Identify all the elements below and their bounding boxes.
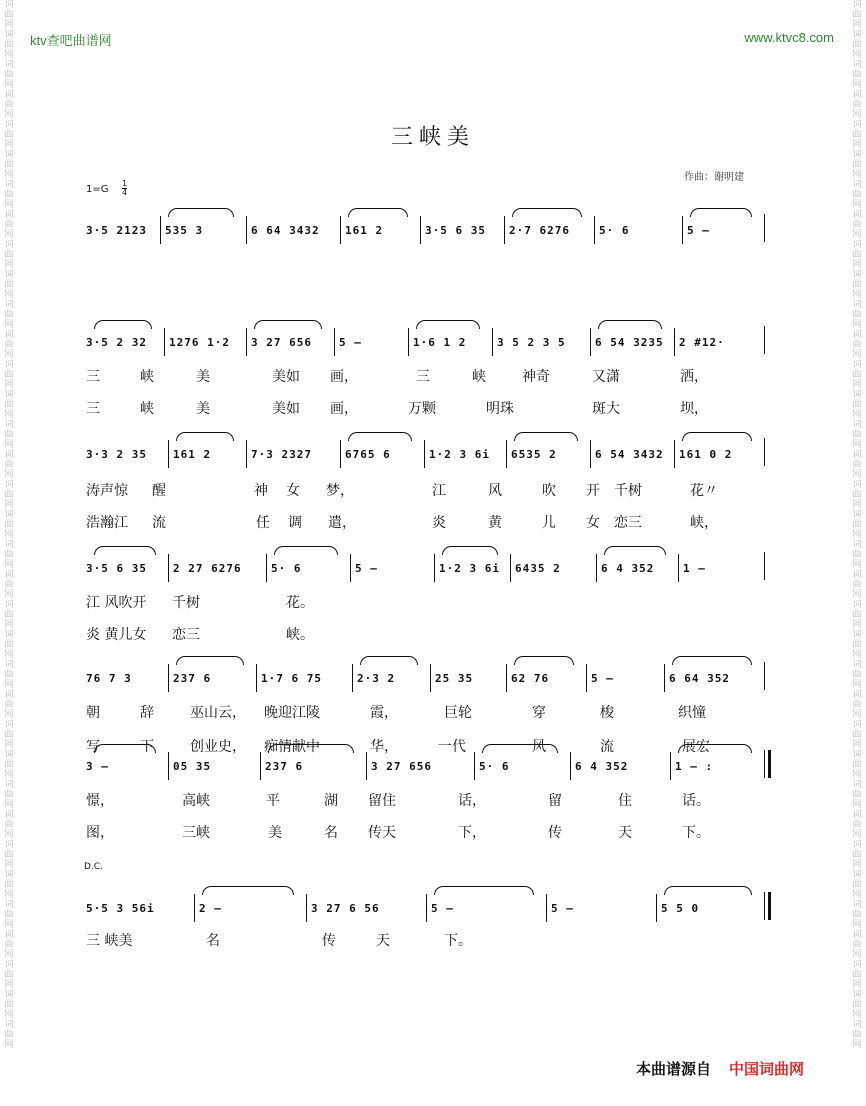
measure: 3 27 656 — [246, 332, 334, 352]
lyric-word: 湖 — [324, 793, 338, 809]
lyric-word: 传天 — [368, 825, 396, 841]
lyric-word: 调 — [288, 515, 302, 531]
lyric-line — [86, 366, 766, 388]
lyric-word: 织憧 — [678, 705, 706, 721]
bar-line-end — [764, 214, 767, 242]
measure: 3 27 6 56 — [306, 898, 426, 918]
lyric-word: 千树 — [614, 483, 642, 499]
lyric-word: 梦， — [326, 483, 354, 499]
notation-row — [86, 220, 766, 240]
lyric-word: 风 — [488, 483, 502, 499]
lyric-word: 千树 — [172, 595, 200, 611]
measure: 5 – — [682, 220, 764, 240]
lyric-word: 巨轮 — [444, 705, 472, 721]
measure: 6 4 352 — [570, 756, 670, 776]
lyric-word: 三 — [416, 369, 430, 385]
lyric-word: 花。 — [286, 595, 314, 611]
measure: 6 64 3432 — [246, 220, 340, 240]
composer-credit: 作曲：谢明建 — [684, 172, 744, 183]
measure: 161 2 — [340, 220, 420, 240]
lyric-word: 洒， — [680, 369, 708, 385]
slur-mark — [254, 320, 322, 329]
lyric-word: 炎 黄儿女 — [86, 627, 147, 643]
time-signature — [122, 180, 127, 197]
slur-mark — [94, 546, 156, 555]
measure: 2·3 2 — [352, 668, 430, 688]
lyric-word: 创业史， — [190, 739, 246, 755]
lyric-word: 江 — [432, 483, 446, 499]
lyric-word: 流 — [152, 515, 166, 531]
lyric-word: 美如 — [272, 401, 300, 417]
lyric-word: 美 — [196, 401, 210, 417]
lyric-word: 遣， — [328, 515, 356, 531]
measure: 25 35 — [430, 668, 506, 688]
lyric-line — [86, 480, 766, 502]
lyric-line — [86, 512, 766, 534]
lyric-word: 恋三 — [172, 627, 200, 643]
measure: 05 35 — [168, 756, 260, 776]
lyric-word: 传 — [322, 933, 336, 949]
lyric-word: 穿 — [532, 705, 546, 721]
lyric-line — [86, 398, 766, 420]
measure: 161 0 2 — [674, 444, 764, 464]
lyric-line — [86, 930, 766, 952]
lyric-word: 霞， — [370, 705, 398, 721]
measure: 5· 6 — [594, 220, 682, 240]
lyric-word: 辞 — [140, 705, 154, 721]
lyric-word: 下。 — [682, 825, 710, 841]
repeat-mark: D.C. — [84, 862, 103, 872]
footer-brand-link[interactable]: 中国词曲网 — [729, 1060, 805, 1078]
time-sig-bottom: 4 — [122, 188, 128, 197]
slur-mark — [202, 886, 294, 895]
lyric-word: 写 — [86, 739, 100, 755]
lyric-word: 流 — [600, 739, 614, 755]
measure: 161 2 — [168, 444, 246, 464]
lyric-word: 画， — [330, 401, 358, 417]
lyric-word: 峡 — [140, 401, 154, 417]
measure: 5·5 3 56i — [86, 901, 155, 915]
lyric-word: 三 — [86, 369, 100, 385]
site-url-right[interactable]: www.ktvc8.com — [744, 30, 834, 45]
lyric-word: 天 — [618, 825, 632, 841]
lyric-word: 画， — [330, 369, 358, 385]
measure: 3·5 2123 — [86, 223, 147, 237]
side-watermark-right: 词曲网词曲网词曲网词曲网词曲网词曲网词曲网词曲网词曲网词曲网词曲网词曲网词曲网词曲网词曲网词曲网词曲网词曲网词曲网词曲网词曲网词曲网词曲网词曲网词曲网词曲网词曲网词曲网词曲网词曲网词曲网词曲网词曲网词曲网词曲网 — [850, 0, 864, 1106]
lyric-word: 神 — [254, 483, 268, 499]
notation-row — [86, 558, 766, 578]
lyric-word: 峡。 — [286, 627, 314, 643]
slur-mark — [512, 208, 582, 217]
measure: 3·5 2 32 — [86, 335, 147, 349]
lyric-word: 话。 — [682, 793, 710, 809]
lyric-word: 又潇 — [592, 369, 620, 385]
notation-row — [86, 332, 766, 352]
slur-mark — [672, 656, 752, 665]
measure: 5 – — [546, 898, 656, 918]
lyric-word: 美 — [268, 825, 282, 841]
lyric-word: 美 — [196, 369, 210, 385]
measure: 1 – — [678, 558, 764, 578]
measure: 1·6 1 2 — [408, 332, 492, 352]
lyric-word: 下。 — [444, 933, 472, 949]
lyric-line — [86, 624, 766, 646]
measure: 1·2 3 6i — [424, 444, 506, 464]
bar-line-end — [764, 326, 767, 354]
measure: 3·5 6 35 — [420, 220, 504, 240]
slur-mark — [94, 320, 152, 329]
slur-mark — [664, 886, 752, 895]
measure: 3·5 6 35 — [86, 561, 147, 575]
lyric-word: 留住 — [368, 793, 396, 809]
lyric-word: 三 峡美 — [86, 933, 133, 949]
lyric-word: 下， — [458, 825, 486, 841]
measure: 3 – — [86, 759, 109, 773]
lyric-word: 高峡 — [182, 793, 210, 809]
lyric-word: 传 — [548, 825, 562, 841]
slur-mark — [434, 886, 534, 895]
measure: 6535 2 — [506, 444, 590, 464]
measure: 3 27 656 — [366, 756, 474, 776]
slur-mark — [604, 546, 666, 555]
bar-line-end — [764, 892, 771, 920]
measure: 7·3 2327 — [246, 444, 340, 464]
notation-row — [86, 756, 766, 776]
lyric-word: 三峡 — [182, 825, 210, 841]
side-watermark-left: 词曲网词曲网词曲网词曲网词曲网词曲网词曲网词曲网词曲网词曲网词曲网词曲网词曲网词曲网词曲网词曲网词曲网词曲网词曲网词曲网词曲网词曲网词曲网词曲网词曲网词曲网词曲网词曲网词曲网词曲网词曲网词曲网词曲网词曲网词曲网 — [2, 0, 16, 1106]
slur-mark — [176, 432, 234, 441]
measure: 6765 6 — [340, 444, 424, 464]
bar-line-end — [764, 662, 767, 690]
lyric-line — [86, 736, 766, 758]
lyric-word: 儿 — [542, 515, 556, 531]
bar-line-end — [764, 438, 767, 466]
lyric-word: 开 — [586, 483, 600, 499]
measure: 2·7 6276 — [504, 220, 594, 240]
measure: 5· 6 — [266, 558, 350, 578]
lyric-word: 图， — [86, 825, 114, 841]
slur-mark — [274, 546, 338, 555]
lyric-line — [86, 822, 766, 844]
measure: 1 – : — [670, 756, 764, 776]
lyric-word: 炎 — [432, 515, 446, 531]
lyric-word: 花〃 — [690, 483, 718, 499]
lyric-word: 醒 — [152, 483, 166, 499]
footer-source-label: 本曲谱源自 — [636, 1060, 712, 1078]
lyric-word: 名 — [206, 933, 220, 949]
lyric-word: 万颗 — [408, 401, 436, 417]
measure: 5 – — [334, 332, 408, 352]
lyric-word: 展宏 — [682, 739, 710, 755]
site-name-left[interactable]: ktv查吧曲谱网 — [30, 33, 112, 48]
lyric-word: 留 — [548, 793, 562, 809]
lyric-word: 黄 — [488, 515, 502, 531]
lyric-word: 天 — [376, 933, 390, 949]
measure: 5 – — [426, 898, 546, 918]
slur-mark — [442, 546, 498, 555]
measure: 62 76 — [506, 668, 586, 688]
slur-mark — [598, 320, 662, 329]
lyric-word: 一代 — [438, 739, 466, 755]
measure: 5 5 0 — [656, 898, 764, 918]
lyric-word: 名 — [324, 825, 338, 841]
measure: 5 – — [586, 668, 664, 688]
lyric-word: 下 — [140, 739, 154, 755]
measure: 6 54 3432 — [590, 444, 674, 464]
measure: 535 3 — [160, 220, 246, 240]
lyric-word: 坝， — [680, 401, 708, 417]
slur-mark — [682, 432, 752, 441]
measure: 5 – — [350, 558, 434, 578]
lyric-word: 巫山云， — [190, 705, 246, 721]
lyric-word: 风 — [532, 739, 546, 755]
slur-mark — [348, 208, 408, 217]
slur-mark — [416, 320, 480, 329]
notation-row — [86, 668, 766, 688]
slur-mark — [514, 432, 578, 441]
lyric-line — [86, 702, 766, 724]
lyric-word: 憬， — [86, 793, 114, 809]
lyric-word: 峡 — [140, 369, 154, 385]
lyric-word: 神奇 — [522, 369, 550, 385]
measure: 6 54 3235 — [590, 332, 674, 352]
measure: 2 – — [194, 898, 306, 918]
measure: 6 4 352 — [596, 558, 678, 578]
measure: 2 27 6276 — [168, 558, 266, 578]
lyric-word: 浩瀚江 — [86, 515, 128, 531]
lyric-word: 话， — [458, 793, 486, 809]
bar-line-end — [764, 552, 767, 580]
lyric-word: 平 — [266, 793, 280, 809]
lyric-word: 峡， — [690, 515, 718, 531]
lyric-word: 峡 — [472, 369, 486, 385]
notation-row — [86, 898, 766, 918]
slur-mark — [690, 208, 752, 217]
measure: 6 64 352 — [664, 668, 764, 688]
lyric-word: 任 — [256, 515, 270, 531]
lyric-word: 住 — [618, 793, 632, 809]
notation-row — [86, 444, 766, 464]
lyric-word: 恋三 — [614, 515, 642, 531]
lyric-word: 痴情献中 — [264, 739, 320, 755]
measure: 3 5 2 3 5 — [492, 332, 590, 352]
measure: 2 #12· — [674, 332, 764, 352]
measure: 3·3 2 35 — [86, 447, 147, 461]
slur-mark — [176, 656, 244, 665]
lyric-word: 朝 — [86, 705, 100, 721]
measure: 237 6 — [260, 756, 366, 776]
measure: 1·2 3 6i — [434, 558, 510, 578]
measure: 6435 2 — [510, 558, 596, 578]
lyric-word: 华， — [370, 739, 398, 755]
lyric-word: 三 — [86, 401, 100, 417]
lyric-word: 江 风吹开 — [86, 595, 147, 611]
footer-source — [636, 1058, 804, 1079]
lyric-word: 明珠 — [486, 401, 514, 417]
measure: 1276 1·2 — [164, 332, 246, 352]
lyric-word: 吹 — [542, 483, 556, 499]
lyric-word: 女 — [286, 483, 300, 499]
lyric-word: 涛声惊 — [86, 483, 128, 499]
measure: 76 7 3 — [86, 671, 132, 685]
slur-mark — [168, 208, 234, 217]
slur-mark — [348, 432, 412, 441]
song-title: 三峡美 — [390, 125, 475, 150]
lyric-word: 晚迎江陵 — [264, 705, 320, 721]
lyric-word: 梭 — [600, 705, 614, 721]
measure: 237 6 — [168, 668, 256, 688]
slur-mark — [514, 656, 574, 665]
lyric-line — [86, 592, 766, 614]
lyric-word: 斑大 — [592, 401, 620, 417]
measure: 1·7 6 75 — [256, 668, 352, 688]
lyric-word: 美如 — [272, 369, 300, 385]
time-sig-top: 1 — [122, 179, 128, 188]
key-signature: 1=G — [86, 184, 109, 195]
lyric-line — [86, 790, 766, 812]
lyric-word: 女 — [586, 515, 600, 531]
measure: 5· 6 — [474, 756, 570, 776]
slur-mark — [360, 656, 418, 665]
